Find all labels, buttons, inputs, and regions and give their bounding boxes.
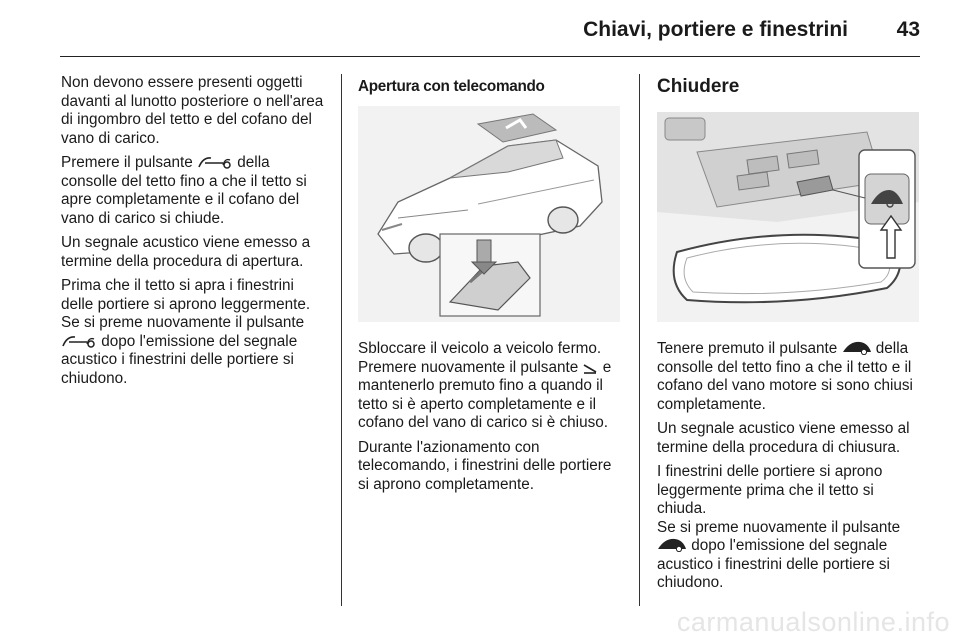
page-header xyxy=(60,0,920,57)
paragraph xyxy=(358,340,624,433)
convertible-car-icon xyxy=(358,106,620,322)
text-segment: della consolle del tetto fino a che il tetto si apre completamente e il cofano del vano di carico si chiude. xyxy=(61,154,307,227)
roof-console-icon xyxy=(657,112,919,322)
paragraph: I finestrini delle portiere si aprono leggermente prima che il tetto si chiuda. xyxy=(657,463,883,517)
paragraph: Durante l'azionamento con telecomando, i finestrini delle portiere si aprono completamente. xyxy=(358,438,612,493)
roof-console-illustration xyxy=(657,112,919,322)
text-segment: e mantenerlo premuto fino a quando il tetto si è aperto completamente e il cofano del vano di carico si è chiuso. xyxy=(358,358,612,431)
text-segment: della consolle del tetto fino a che il tetto e il cofano del vano motore si sono chiusi completamente. xyxy=(657,340,913,413)
roof-close-icon xyxy=(842,340,872,355)
left-column xyxy=(61,74,327,394)
car-remote-illustration xyxy=(358,106,620,322)
column-divider-left xyxy=(341,74,342,606)
text-segment: Se si preme nuovamente il pulsante xyxy=(61,314,305,331)
paragraph xyxy=(657,340,923,414)
paragraph xyxy=(61,314,327,388)
roof-close-icon xyxy=(657,537,687,552)
header-title: Chiavi, portiere e finestrini xyxy=(583,18,848,41)
roof-open-icon xyxy=(61,334,97,348)
paragraph: Non devono essere presenti oggetti davanti al lunotto posteriore o nell'area di ingombro del tetto e del cofano del vano di carico. xyxy=(61,74,324,147)
section-heading: Chiudere xyxy=(657,76,740,97)
text-segment: Se si preme nuovamente il pulsante xyxy=(657,518,901,536)
paragraph xyxy=(657,519,923,593)
right-column xyxy=(657,74,923,599)
watermark: carmanualsonline.info xyxy=(676,607,950,637)
section-heading: Apertura con telecomando xyxy=(358,78,545,95)
text-segment: Tenere premuto il pulsante xyxy=(657,340,838,357)
paragraph: Un segnale acustico viene emesso a termine della procedura di apertura. xyxy=(61,234,311,270)
paragraph: Un segnale acustico viene emesso al termine della procedura di chiusura. xyxy=(657,420,910,456)
text-segment: Sbloccare il veicolo a veicolo fermo. Premere nuovamente il pulsante xyxy=(358,340,602,376)
page-number: 43 xyxy=(896,18,920,41)
column-divider-right xyxy=(639,74,640,606)
paragraph xyxy=(61,154,327,228)
text-segment: Premere il pulsante xyxy=(61,154,193,171)
roof-open-icon xyxy=(197,155,233,169)
text-segment: dopo l'emissione del segnale acustico i finestrini delle portiere si chiudono. xyxy=(657,537,890,591)
text-segment: dopo l'emissione del segnale acustico i finestrini delle portiere si chiudono. xyxy=(61,332,298,387)
middle-column xyxy=(358,74,624,500)
paragraph: Prima che il tetto si apra i finestrini delle portiere si aprono leggermente. xyxy=(61,277,311,313)
roof-remote-icon xyxy=(582,361,598,374)
